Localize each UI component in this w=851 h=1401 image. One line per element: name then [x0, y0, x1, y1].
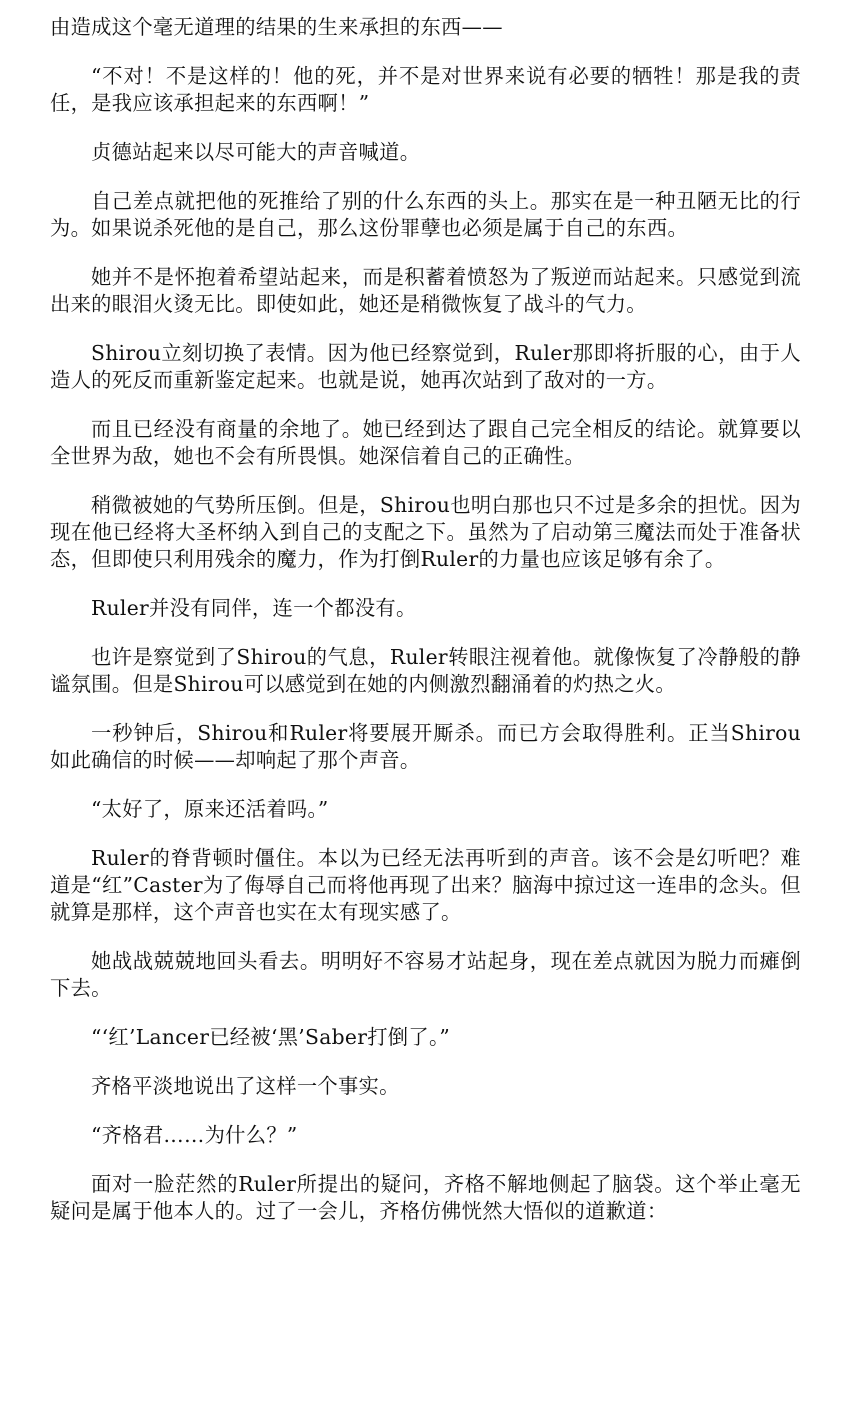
paragraph: 也许是察觉到了Shirou的气息，Ruler转眼注视着他。就像恢复了冷静般的静谧氛围。但是Shirou可以感觉到在她的内侧激烈翻涌着的灼热之火。	[50, 645, 801, 696]
paragraph: “太好了，原来还活着吗。”	[91, 797, 329, 821]
paragraph: 稍微被她的气势所压倒。但是，Shirou也明白那也只不过是多余的担忧。因为现在他已经将大圣杯纳入到自己的支配之下。虽然为了启动第三魔法而处于准备状态，但即使只利用残余的魔力，作为打倒Ruler的力量也应该足够有余了。	[50, 493, 801, 571]
paragraph: Ruler的脊背顿时僵住。本以为已经无法再听到的声音。该不会是幻听吧？难道是“红”Caster为了侮辱自己而将他再现了出来？脑海中掠过这一连串的念头。但就算是那样，这个声音也实在太有现实感了。	[50, 846, 801, 924]
paragraph: Shirou立刻切换了表情。因为他已经察觉到，Ruler那即将折服的心，由于人造人的死反而重新鉴定起来。也就是说，她再次站到了敌对的一方。	[50, 341, 801, 392]
paragraph: 而且已经没有商量的余地了。她已经到达了跟自己完全相反的结论。就算要以全世界为敌，她也不会有所畏惧。她深信着自己的正确性。	[50, 417, 801, 468]
paragraph: “‘红’Lancer已经被‘黑’Saber打倒了。”	[91, 1025, 451, 1049]
paragraph: 一秒钟后，Shirou和Ruler将要展开厮杀。而已方会取得胜利。正当Shirou如此确信的时候——却响起了那个声音。	[50, 721, 801, 772]
paragraph: 自己差点就把他的死推给了别的什么东西的头上。那实在是一种丑陋无比的行为。如果说杀死他的是自己，那么这份罪孽也必须是属于自己的东西。	[50, 189, 801, 240]
paragraph: 齐格平淡地说出了这样一个事实。	[91, 1074, 400, 1098]
paragraph: “齐格君……为什么？”	[91, 1123, 298, 1147]
paragraph: 她并不是怀抱着希望站起来，而是积蓄着愤怒为了叛逆而站起来。只感觉到流出来的眼泪火烫无比。即使如此，她还是稍微恢复了战斗的气力。	[50, 265, 801, 316]
paragraph: Ruler并没有同伴，连一个都没有。	[91, 596, 417, 620]
paragraph: 面对一脸茫然的Ruler所提出的疑问，齐格不解地侧起了脑袋。这个举止毫无疑问是属于他本人的。过了一会儿，齐格仿佛恍然大悟似的道歉道：	[50, 1172, 801, 1223]
paragraph: 贞德站起来以尽可能大的声音喊道。	[91, 140, 421, 164]
paragraph: “不对！不是这样的！他的死，并不是对世界来说有必要的牺牲！那是我的责任，是我应该承担起来的东西啊！”	[50, 64, 801, 115]
paragraph: 由造成这个毫无道理的结果的生来承担的东西——	[50, 15, 503, 39]
paragraph: 她战战兢兢地回头看去。明明好不容易才站起身，现在差点就因为脱力而瘫倒下去。	[50, 949, 801, 1000]
